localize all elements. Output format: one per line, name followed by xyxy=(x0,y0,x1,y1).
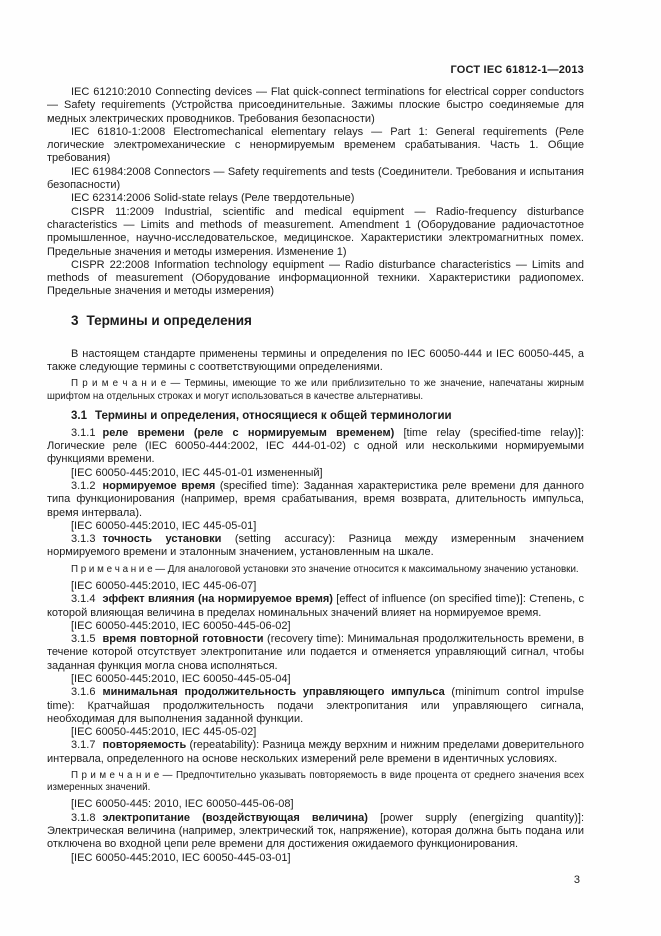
term-3-1-5-definition xyxy=(47,633,584,673)
term-number: 3.1.2 xyxy=(71,479,96,492)
term-3-1-2-definition xyxy=(47,480,584,520)
term-text: (setting accuracy): Разница между измеренным значением нормируемого времени и эталонным значением, установленным на шкале. xyxy=(47,533,584,559)
reference-item-cispr-11: CISPR 11:2009 Industrial, scientific and medical equipment — Radio-frequency disturbance characteristics — Limits and methods of measurement. Amendment 1 (Оборудование радиочастотное промышленное, научно-исследовательское, медицинское. Характеристики электромагнитных помех. Предельные значения и методы измерения. Изменение 1) xyxy=(47,205,584,258)
reference-item-iec-61210: IEC 61210:2010 Connecting devices — Flat quick-connect terminations for electrical copper conductors — Safety requirements (Устройства присоединительные. Зажимы плоские быстро соединяемые для медных электрических проводников. Требования безопасности) xyxy=(47,86,584,125)
term-name: минимальная продолжительность управляющего импульса xyxy=(102,686,445,699)
section-3-heading xyxy=(47,313,584,329)
term-name: точность установки xyxy=(102,533,222,546)
section-title: Термины и определения xyxy=(86,312,252,328)
term-number: 3.1.5 xyxy=(71,633,96,646)
term-3-1-3-note: П р и м е ч а н и е — Для аналоговой установки это значение относится к максимальному значению установки. xyxy=(71,563,579,575)
term-name: время повторной готовности xyxy=(102,633,264,646)
term-number: 3.1.6 xyxy=(71,686,96,699)
term-3-1-8-definition xyxy=(47,812,584,852)
term-3-1-7-definition xyxy=(47,739,584,766)
term-number: 3.1.7 xyxy=(71,739,96,752)
reference-item-iec-61810: IEC 61810-1:2008 Electromechanical elementary relays — Part 1: General requirements (Реле логические электромеханические с ненормируемым временем срабатывания. Часть 1. Общие требования) xyxy=(47,125,584,165)
reference-item-iec-62314: IEC 62314:2006 Solid-state relays (Реле твердотельные) xyxy=(71,192,355,205)
term-3-1-3-definition xyxy=(47,533,584,560)
term-3-1-3-source: [IEC 60050-445:2010, IEC 445-06-07] xyxy=(71,579,257,592)
term-3-1-6-source: [IEC 60050-445:2010, IEC 445-05-02] xyxy=(71,726,257,739)
term-text: (recovery time): Минимальная продолжительность времени, в течение которой отсутствует электропитание или подается и отменяется управляющий сигнал, чтобы заданная функция могла снова исполняться. xyxy=(47,633,585,672)
term-text: [power supply (energizing quantity)]: Электрическая величина (например, электрический ток, напряжение), которая должна быть подана или отключена во входной цепи реле времени для достижения ожидаемого функционирования. xyxy=(47,811,584,851)
term-3-1-1-definition xyxy=(47,427,584,467)
term-number: 3.1.4 xyxy=(71,593,96,606)
section-3-intro: В настоящем стандарте применены термины и определения по IEC 60050-444 и IEC 60050-445, а также следующие термины с соответствующими определениями. xyxy=(47,347,584,374)
term-3-1-4-definition xyxy=(47,593,584,620)
term-3-1-7-note: П р и м е ч а н и е — Предпочтительно указывать повторяемость в виде процента от среднего значения всех измеренных значений. xyxy=(47,770,584,794)
term-text: [time relay (specified-time relay)]: Логические реле (IEC 60050-444:2002, IEC 444-01-02) с одной или несколькими нормируемыми функциями времени. xyxy=(47,426,584,466)
term-3-1-1-source: [IEC 60050-445:2010, IEC 445-01-01 измененный] xyxy=(71,466,323,479)
term-name: электропитание (воздействующая величина) xyxy=(102,811,368,824)
reference-item-cispr-22: CISPR 22:2008 Information technology equipment — Radio disturbance characteristics — Limits and methods of measurement (Оборудование информационной техники. Характеристики радиопомех. Предельные значения и методы измерения) xyxy=(47,258,584,298)
term-3-1-2-source: [IEC 60050-445:2010, IEC 445-05-01] xyxy=(71,519,257,532)
term-3-1-8-source: [IEC 60050-445:2010, IEC 60050-445-03-01] xyxy=(71,851,291,864)
term-number: 3.1.1 xyxy=(71,426,96,439)
term-3-1-7-source: [IEC 60050-445: 2010, IEC 60050-445-06-08] xyxy=(71,798,294,811)
term-name: нормируемое время xyxy=(102,479,216,492)
term-text: (specified time): Заданная характеристика реле времени для данного типа функционирования (например, время срабатывания, время возврата, длительность импульса, время интервала). xyxy=(47,479,584,519)
term-name: реле времени (реле с нормируемым временем) xyxy=(102,426,395,439)
term-number: 3.1.8 xyxy=(71,811,96,824)
term-3-1-6-definition xyxy=(47,686,584,726)
term-text: (repeatability): Разница между верхним и нижним пределами доверительного интервала, определенного на основе нескольких измерений реле времени в идентичных условиях. xyxy=(47,739,584,765)
term-3-1-5-source: [IEC 60050-445:2010, IEC 60050-445-05-04] xyxy=(71,673,291,685)
term-text: (minimum control impulse time): Кратчайшая продолжительность подачи электропитания или управляющего сигнала, необходимая для выполнения заданной функции. xyxy=(47,686,584,725)
running-header: ГОСТ IEC 61812-1—2013 xyxy=(450,64,584,76)
term-name: повторяемость xyxy=(102,739,187,752)
section-number: 3 xyxy=(71,312,79,328)
page-number: 3 xyxy=(573,873,580,886)
term-3-1-4-source: [IEC 60050-445:2010, IEC 60050-445-06-02] xyxy=(71,619,291,632)
term-text: [effect of influence (on specified time)]: Степень, с которой влияющая величина в пределах номинальных значений влияет на нормируемое время. xyxy=(47,593,584,619)
term-number: 3.1.3 xyxy=(71,533,96,546)
subsection-title: Термины и определения, относящиеся к общей терминологии xyxy=(95,409,452,422)
subsection-number: 3.1 xyxy=(71,409,87,422)
subsection-3-1-heading xyxy=(47,409,584,423)
terminology-note: П р и м е ч а н и е — Термины, имеющие то же или приблизительно то же значение, напечатаны жирным шрифтом на отдельных строках и могут использоваться в качестве альтернативы. xyxy=(47,378,584,402)
term-name: эффект влияния (на нормируемое время) xyxy=(102,593,333,606)
reference-item-iec-61984: IEC 61984:2008 Connectors — Safety requirements and tests (Соединители. Требования и испытания безопасности) xyxy=(47,165,584,192)
